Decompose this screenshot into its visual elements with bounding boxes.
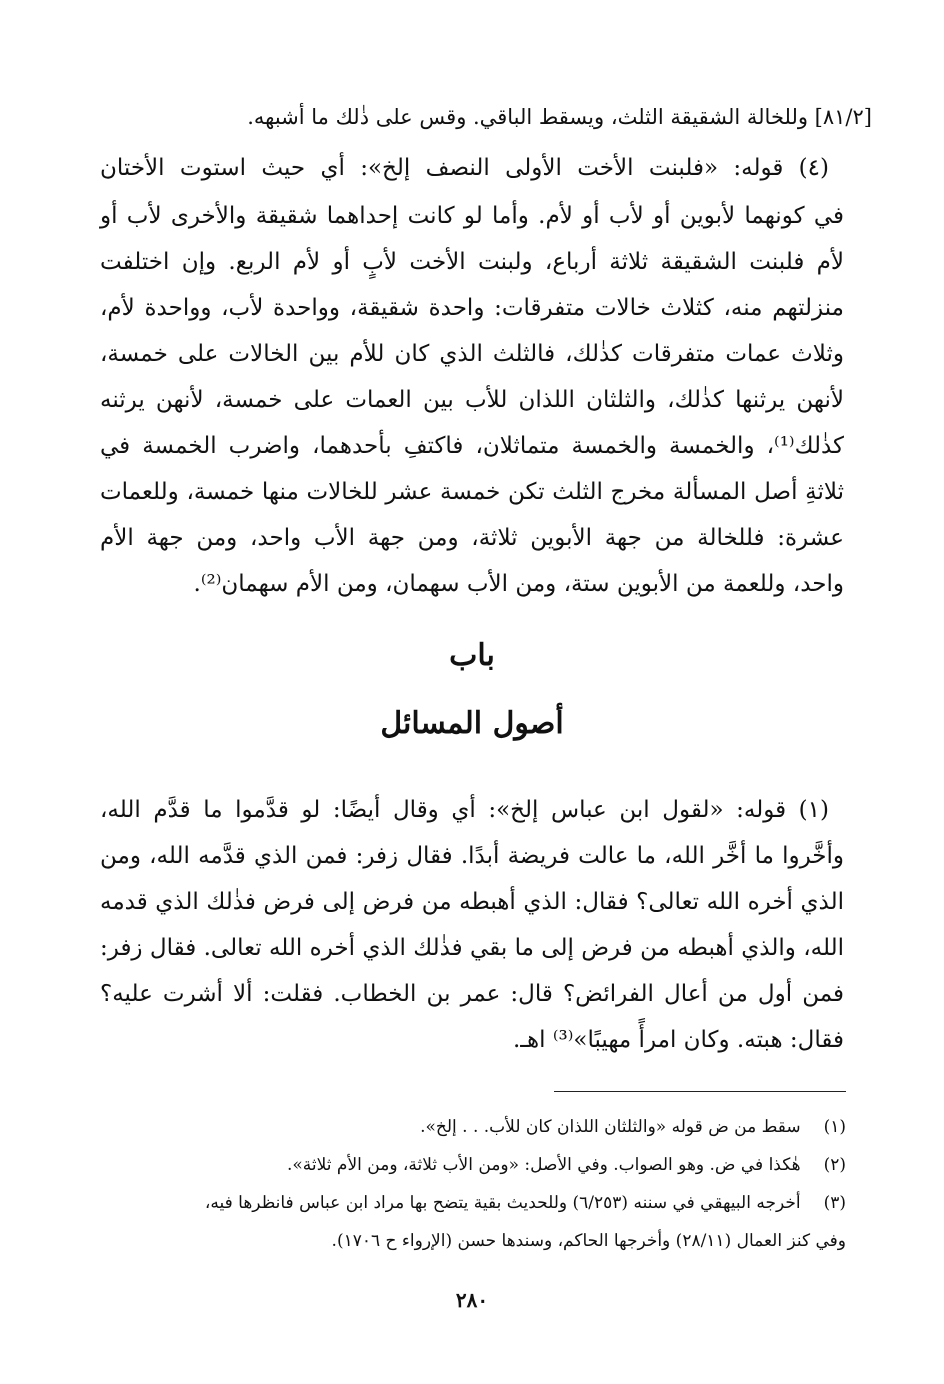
section2-line: وأخَّروا ما أخَّر الله، ما عالت فريضة أبدًا. فقال زفر: فمن الذي قدَّمه الله، ومن	[100, 843, 844, 869]
chapter-heading: باب	[449, 638, 495, 673]
top-line: [٨١/٢] وللخالة الشقيقة الثلث، ويسقط الباقي. وقس على ذٰلك ما أشبهه.	[247, 105, 872, 129]
footnote-text: سقط من ض قوله «والثلثان اللذان كان للأب. . . إلخ».	[420, 1117, 801, 1137]
footnote-2	[90, 1150, 846, 1180]
footnote-separator	[554, 1091, 846, 1092]
footnote-text: أخرجه البيهقي في سننه (٦/٢٥٣) وللحديث بقية يتضح بها مراد ابن عباس فانظرها فيه،	[204, 1193, 801, 1213]
section1-line: كذٰلك⁽¹⁾، والخمسة والخمسة متماثلان، فاكتفِ بأحدهما، واضرب الخمسة في	[100, 433, 844, 459]
footnote-1	[90, 1112, 846, 1142]
section2-line: (١) قوله: «لقول ابن عباس إلخ»: أي وقال أيضًا: لو قدَّموا ما قدَّم الله،	[100, 797, 829, 823]
section1-line: عشرة: فللخالة من جهة الأبوين ثلاثة، ومن جهة الأب واحد، ومن جهة الأم	[100, 525, 844, 551]
footnote-text: وفي كنز العمال (٢٨/١١) وأخرجها الحاكم، وسندها حسن (الإرواء ح ١٧٠٦).	[331, 1231, 846, 1251]
footnote-number: (٣)	[823, 1193, 846, 1213]
section1-line: (٤) قوله: «فلبنت الأخت الأولى النصف إلخ»: أي حيث استوت الأختان	[100, 155, 829, 181]
section1-line: ثلاثةِ أصل المسألة مخرج الثلث تكن خمسة عشر للخالات منها خمسة، وللعمات	[100, 479, 844, 505]
section1-line: لأنهن يرثنها كذٰلك، والثلثان اللذان للأب بين العمات على خمسة، لأنهن يرثنه	[100, 387, 844, 413]
footnote-3	[90, 1188, 846, 1218]
section2-line: الذي أخره الله تعالى؟ فقال: الذي أهبطه من فرض إلى فرض فذٰلك الذي قدمه	[100, 889, 844, 915]
section2-line: الله، والذي أهبطه من فرض إلى ما بقي فذٰلك الذي أخره الله تعالى. فقال زفر:	[100, 935, 844, 961]
section2-line: فقال: هبته. وكان امرأً مهيبًا»⁽³⁾ اهـ.	[512, 1027, 844, 1053]
footnote-number: (١)	[823, 1117, 846, 1137]
section1-line: واحد، وللعمة من الأبوين ستة، ومن الأب سهمان، ومن الأم سهمان⁽²⁾.	[193, 571, 844, 597]
chapter-title: أصول المسائل	[380, 706, 564, 741]
footnote-3-continued	[90, 1226, 846, 1256]
section2-line: فمن أول من أعال الفرائض؟ قال: عمر بن الخطاب. فقلت: ألا أشرت عليه؟	[100, 981, 844, 1007]
page-number: ٢٨٠	[455, 1288, 489, 1312]
footnote-number: (٢)	[823, 1155, 846, 1175]
section1-line: وثلاث عمات متفرقات كذٰلك، فالثلث الذي كان للأم بين الخالات على خمسة،	[100, 341, 844, 367]
section1-line: لأم فلبنت الشقيقة ثلاثة أرباع، ولبنت الأخت لأبٍ أو لأم الربع. وإن اختلفت	[100, 249, 844, 275]
footnote-text: هٰكذا في ض. وهو الصواب. وفي الأصل: «ومن الأب ثلاثة، ومن الأم ثلاثة».	[287, 1155, 801, 1175]
section1-line: منزلتهم منه، كثلاث خالات متفرقات: واحدة شقيقة، وواحدة لأب، وواحدة لأم،	[100, 295, 844, 321]
section1-line: في كونهما لأبوين أو لأب أو لأم. وأما لو كانت إحداهما شقيقة والأخرى لأب أو	[100, 203, 844, 229]
